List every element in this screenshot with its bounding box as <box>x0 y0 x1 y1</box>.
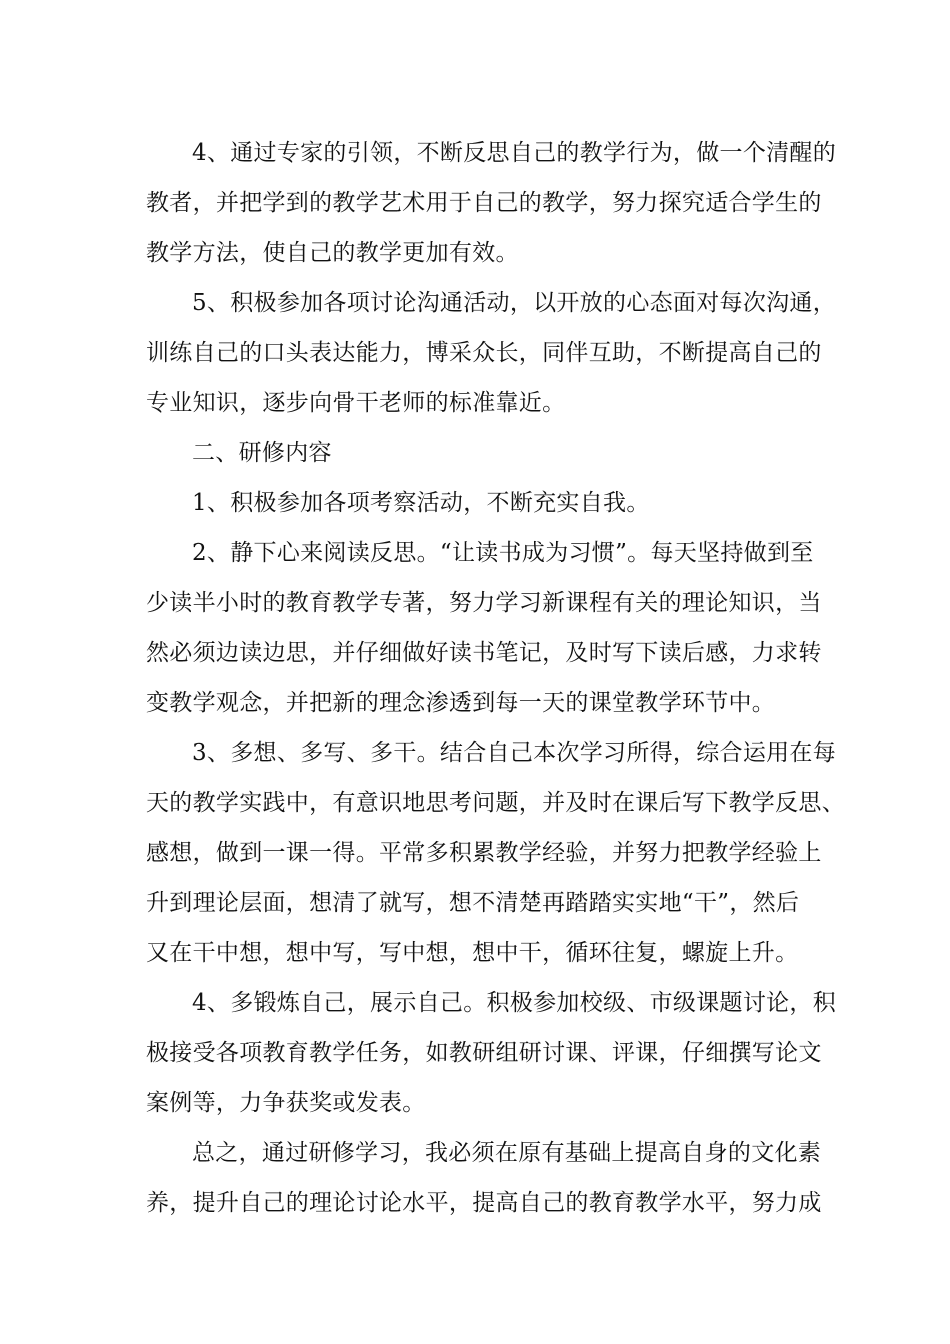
paragraph-line: 又在干中想，想中写，写中想，想中干，循环往复，螺旋上升。 <box>146 940 799 966</box>
document-body <box>146 128 846 1228</box>
paragraph-line: 少读半小时的教育教学专著，努力学习新课程有关的理论知识，当 <box>146 590 822 616</box>
paragraph-line: 2、静下心来阅读反思。“让读书成为习惯”。每天坚持做到至 <box>192 540 814 566</box>
paragraph-line: 1、积极参加各项考察活动，不断充实自我。 <box>192 490 650 516</box>
paragraph-line: 3、多想、多写、多干。结合自己本次学习所得，综合运用在每 <box>192 740 837 766</box>
paragraph-content-1 <box>146 478 846 528</box>
paragraph-line: 4、通过专家的引领，不断反思自己的教学行为，做一个清醒的 <box>192 140 837 166</box>
paragraph-line: 教者，并把学到的教学艺术用于自己的教学，努力探究适合学生的 <box>146 190 822 216</box>
paragraph-line: 极接受各项教育教学任务，如教研组研讨课、评课，仔细撰写论文 <box>146 1040 822 1066</box>
paragraph-line: 专业知识，逐步向骨干老师的标准靠近。 <box>146 390 566 416</box>
paragraph-line: 教学方法，使自己的教学更加有效。 <box>146 240 519 266</box>
paragraph-line: 总之，通过研修学习，我必须在原有基础上提高自身的文化素 <box>192 1140 822 1166</box>
paragraph-line: 然必须边读边思，并仔细做好读书笔记，及时写下读后感，力求转 <box>146 640 822 666</box>
paragraph-summary <box>146 1128 846 1228</box>
paragraph-line: 感想，做到一课一得。平常多积累教学经验，并努力把教学经验上 <box>146 840 822 866</box>
paragraph-line: 5、积极参加各项讨论沟通活动，以开放的心态面对每次沟通， <box>192 290 837 316</box>
paragraph-line: 养，提升自己的理论讨论水平，提高自己的教育教学水平，努力成 <box>146 1190 822 1216</box>
paragraph-goal-4 <box>146 128 846 278</box>
section-heading-research-content <box>146 428 846 478</box>
paragraph-line: 升到理论层面，想清了就写，想不清楚再踏踏实实地“干”，然后 <box>146 890 800 916</box>
paragraph-goal-5 <box>146 278 846 428</box>
paragraph-line: 天的教学实践中，有意识地思考问题，并及时在课后写下教学反思、 <box>146 790 845 816</box>
section-heading: 二、研修内容 <box>192 440 332 466</box>
paragraph-line: 变教学观念，并把新的理念渗透到每一天的课堂教学环节中。 <box>146 690 776 716</box>
paragraph-content-2 <box>146 528 846 728</box>
paragraph-line: 4、多锻炼自己，展示自己。积极参加校级、市级课题讨论，积 <box>192 990 837 1016</box>
paragraph-content-4 <box>146 978 846 1128</box>
paragraph-content-3 <box>146 728 846 978</box>
paragraph-line: 案例等，力争获奖或发表。 <box>146 1090 426 1116</box>
paragraph-line: 训练自己的口头表达能力，博采众长，同伴互助，不断提高自己的 <box>146 340 822 366</box>
